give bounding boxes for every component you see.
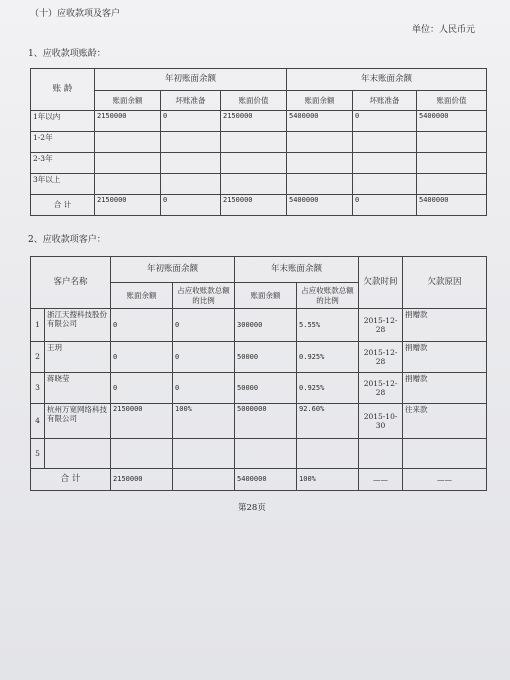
table-row bbox=[31, 342, 487, 373]
balance-subheader: 账面余额 bbox=[235, 283, 297, 309]
row-number: 1 bbox=[31, 309, 45, 342]
ratio-subheader: 占应收账款总额的比例 bbox=[297, 283, 359, 309]
customer-name: 浙江天搜科技股份有限公司 bbox=[45, 309, 111, 342]
aging-cell bbox=[417, 174, 487, 195]
aging-total-row bbox=[31, 195, 487, 216]
aging-cell: 0 bbox=[353, 111, 417, 132]
aging-cell: 2150000 bbox=[221, 111, 287, 132]
end-balance: 300000 bbox=[235, 309, 297, 342]
aging-cell: 5400000 bbox=[287, 195, 353, 216]
end-balance: 50000 bbox=[235, 373, 297, 404]
aging-cell bbox=[221, 153, 287, 174]
aging-cell bbox=[287, 132, 353, 153]
customer-name bbox=[45, 439, 111, 469]
page-number: 第28页 bbox=[238, 503, 266, 513]
aging-subheader: 账面价值 bbox=[221, 91, 287, 111]
aging-cell bbox=[353, 174, 417, 195]
aging-cell: 0 bbox=[353, 195, 417, 216]
end-balance bbox=[235, 439, 297, 469]
debt-time: 2015-12-28 bbox=[359, 373, 403, 404]
total-time: —— bbox=[359, 469, 403, 491]
begin-balance: 0 bbox=[111, 373, 173, 404]
aging-group-end: 年末账面余额 bbox=[287, 69, 487, 91]
aging-row bbox=[31, 111, 487, 132]
aging-cell bbox=[161, 132, 221, 153]
aging-cell: 0 bbox=[161, 195, 221, 216]
customer-name: 王玥 bbox=[45, 342, 111, 373]
aging-row bbox=[31, 174, 487, 195]
ratio-subheader: 占应收账款总额的比例 bbox=[173, 283, 235, 309]
aging-row bbox=[31, 153, 487, 174]
table-row bbox=[31, 309, 487, 342]
debt-reason: 捐赠款 bbox=[403, 309, 487, 342]
aging-table bbox=[30, 68, 487, 216]
table-row bbox=[31, 404, 487, 439]
aging-cell bbox=[221, 174, 287, 195]
aging-subheader: 坏账准备 bbox=[161, 91, 221, 111]
aging-subheader: 账面余额 bbox=[287, 91, 353, 111]
aging-cell bbox=[95, 132, 161, 153]
aging-row-label: 合 计 bbox=[31, 195, 95, 216]
aging-cell: 2150000 bbox=[221, 195, 287, 216]
row-number: 4 bbox=[31, 404, 45, 439]
end-balance: 50000 bbox=[235, 342, 297, 373]
aging-cell bbox=[221, 132, 287, 153]
debt-time: 2015-10-30 bbox=[359, 404, 403, 439]
aging-subheader: 账面余额 bbox=[95, 91, 161, 111]
customer-name: 杭州万宽网络科技有限公司 bbox=[45, 404, 111, 439]
reason-col-header: 欠款原因 bbox=[403, 257, 487, 309]
customer-col-header: 客户名称 bbox=[31, 257, 111, 309]
aging-row bbox=[31, 132, 487, 153]
total-label: 合 计 bbox=[31, 469, 111, 491]
aging-row-label: 2-3年 bbox=[31, 153, 95, 174]
aging-heading: 1、应收款项账龄： bbox=[28, 49, 106, 59]
row-number: 3 bbox=[31, 373, 45, 404]
debt-time bbox=[359, 439, 403, 469]
total-begin-ratio bbox=[173, 469, 235, 491]
aging-cell: 2150000 bbox=[95, 195, 161, 216]
total-end-balance: 5400000 bbox=[235, 469, 297, 491]
aging-cell bbox=[353, 132, 417, 153]
aging-cell: 2150000 bbox=[95, 111, 161, 132]
debt-reason: 捐赠款 bbox=[403, 373, 487, 404]
aging-cell bbox=[161, 174, 221, 195]
section-title: （十）应收款项及客户 bbox=[30, 9, 121, 19]
customers-table bbox=[30, 256, 487, 491]
aging-cell bbox=[287, 174, 353, 195]
begin-ratio: 100% bbox=[173, 404, 235, 439]
customers-group-begin: 年初账面余额 bbox=[111, 257, 235, 283]
begin-balance: 2150000 bbox=[111, 404, 173, 439]
customers-group-end: 年末账面余额 bbox=[235, 257, 359, 283]
table-row bbox=[31, 373, 487, 404]
begin-ratio: 0 bbox=[173, 309, 235, 342]
begin-ratio: 0 bbox=[173, 342, 235, 373]
begin-ratio bbox=[173, 439, 235, 469]
aging-cell bbox=[417, 153, 487, 174]
end-ratio: 0.925% bbox=[297, 373, 359, 404]
aging-row-label: 1-2年 bbox=[31, 132, 95, 153]
end-ratio: 92.60% bbox=[297, 404, 359, 439]
aging-row-label: 1年以内 bbox=[31, 111, 95, 132]
aging-col-header: 账 龄 bbox=[31, 69, 95, 111]
unit-label: 单位：人民币元 bbox=[412, 25, 476, 35]
balance-subheader: 账面余额 bbox=[111, 283, 173, 309]
total-reason: —— bbox=[403, 469, 487, 491]
aging-cell: 5400000 bbox=[287, 111, 353, 132]
total-end-ratio: 100% bbox=[297, 469, 359, 491]
end-ratio: 5.55% bbox=[297, 309, 359, 342]
customers-heading: 2、应收款项客户： bbox=[28, 235, 106, 245]
customer-name: 蒋晓莹 bbox=[45, 373, 111, 404]
debt-reason bbox=[403, 439, 487, 469]
begin-ratio: 0 bbox=[173, 373, 235, 404]
aging-cell bbox=[287, 153, 353, 174]
aging-cell: 5400000 bbox=[417, 111, 487, 132]
begin-balance bbox=[111, 439, 173, 469]
time-col-header: 欠款时间 bbox=[359, 257, 403, 309]
aging-cell bbox=[161, 153, 221, 174]
row-number: 5 bbox=[31, 439, 45, 469]
table-row bbox=[31, 439, 487, 469]
aging-cell bbox=[95, 174, 161, 195]
aging-cell: 5400000 bbox=[417, 195, 487, 216]
begin-balance: 0 bbox=[111, 309, 173, 342]
aging-subheader: 账面价值 bbox=[417, 91, 487, 111]
aging-cell bbox=[353, 153, 417, 174]
debt-reason: 捐赠款 bbox=[403, 342, 487, 373]
debt-reason: 往来款 bbox=[403, 404, 487, 439]
row-number: 2 bbox=[31, 342, 45, 373]
aging-cell: 0 bbox=[161, 111, 221, 132]
end-balance: 5000000 bbox=[235, 404, 297, 439]
end-ratio: 0.925% bbox=[297, 342, 359, 373]
aging-row-label: 3年以上 bbox=[31, 174, 95, 195]
aging-cell bbox=[417, 132, 487, 153]
debt-time: 2015-12-28 bbox=[359, 309, 403, 342]
debt-time: 2015-12-28 bbox=[359, 342, 403, 373]
customers-total-row bbox=[31, 469, 487, 491]
total-begin-balance: 2150000 bbox=[111, 469, 173, 491]
begin-balance: 0 bbox=[111, 342, 173, 373]
aging-subheader: 坏账准备 bbox=[353, 91, 417, 111]
end-ratio bbox=[297, 439, 359, 469]
aging-group-begin: 年初账面余额 bbox=[95, 69, 287, 91]
aging-cell bbox=[95, 153, 161, 174]
